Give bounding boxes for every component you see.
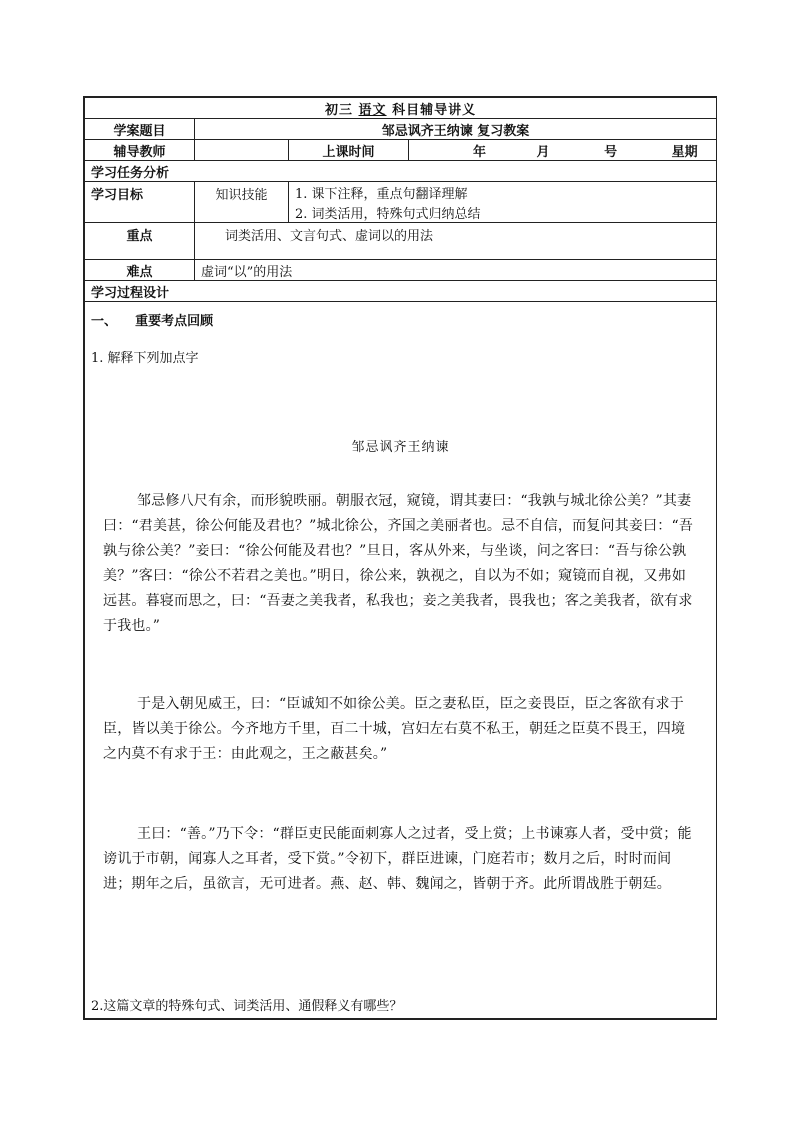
lesson-handout	[83, 96, 717, 1020]
analysis-label: 学习任务分析	[85, 161, 717, 182]
goal-label: 学习目标	[85, 182, 195, 223]
goal-row-1	[85, 182, 717, 203]
topic-value: 邹忌讽齐王纳谏 复习教案	[195, 119, 717, 140]
difficulty-row	[85, 260, 717, 281]
grade: 初三	[324, 102, 353, 118]
handout-title	[85, 98, 717, 119]
focus-label: 重点	[85, 223, 195, 260]
focus-row	[85, 223, 717, 260]
teacher-value	[195, 140, 289, 161]
goal-type: 知识技能	[195, 182, 289, 223]
article-title: 邹忌讽齐王纳谏	[351, 440, 450, 455]
month-label: 月	[536, 144, 550, 160]
weekday-label: 星期	[671, 144, 698, 160]
process-row	[85, 281, 717, 302]
process-body-row	[85, 302, 717, 1019]
teacher-row	[85, 140, 717, 161]
question-1: 1. 解释下列加点字	[91, 351, 199, 366]
goal-item-2: 2. 词类活用，特殊句式归纳总结	[289, 202, 717, 223]
part1-heading: 一、 重要考点回顾	[91, 314, 214, 329]
handout-table	[84, 97, 717, 1019]
process-body	[85, 302, 717, 1019]
goal-item-1: 1. 课下注释，重点句翻译理解	[289, 182, 717, 203]
analysis-row	[85, 161, 717, 182]
focus-value: 词类活用、文言句式、虚词以的用法	[195, 223, 717, 260]
title-suffix: 科目辅导讲义	[392, 102, 477, 118]
article-paragraph-2: 于是入朝见威王，曰：“臣诚知不如徐公美。臣之妻私臣，臣之妾畏臣，臣之客欲有求于臣，皆以美于徐公。今齐地方千里，百二十城，宫妇左右莫不私王，朝廷之臣莫不畏王，四境之内莫不有求于王：由此观之，王之蔽甚矣。”	[103, 696, 686, 762]
subject: 语文	[358, 102, 387, 118]
process-label: 学习过程设计	[85, 281, 717, 302]
question-2: 2.这篇文章的特殊句式、词类活用、通假释义有哪些？	[91, 999, 403, 1014]
difficulty-label: 难点	[85, 260, 195, 281]
day-label: 号	[604, 144, 618, 160]
time-label: 上课时间	[289, 140, 409, 161]
time-value	[409, 140, 717, 161]
difficulty-value: 虚词“以”的用法	[195, 260, 717, 281]
title-row	[85, 98, 717, 119]
teacher-label: 辅导教师	[85, 140, 195, 161]
year-label: 年	[473, 144, 487, 160]
article-paragraph-3: 王曰：“善。”乃下令：“群臣吏民能面刺寡人之过者，受上赏；上书谏寡人者，受中赏；能谤讥于市朝，闻寡人之耳者，受下赏。”令初下，群臣进谏，门庭若市；数月之后，时时而间进；期年之后，虽欲言，无可进者。燕、赵、韩、魏闻之，皆朝于齐。此所谓战胜于朝廷。	[103, 826, 692, 892]
topic-row	[85, 119, 717, 140]
topic-label: 学案题目	[85, 119, 195, 140]
article-paragraph-1: 邹忌修八尺有余，而形貌昳丽。朝服衣冠，窥镜，谓其妻曰：“我孰与城北徐公美？”其妻曰：“君美甚，徐公何能及君也？”城北徐公，齐国之美丽者也。忌不自信，而复问其妾曰：“吾孰与徐公美？”妾曰：“徐公何能及君也？”旦日，客从外来，与坐谈，问之客曰：“吾与徐公孰美？”客曰：“徐公不若君之美也。”明日，徐公来，孰视之，自以为不如；窥镜而自视，又弗如远甚。暮寝而思之，曰：“吾妻之美我者，私我也；妾之美我者，畏我也；客之美我者，欲有求于我也。”	[103, 493, 694, 634]
